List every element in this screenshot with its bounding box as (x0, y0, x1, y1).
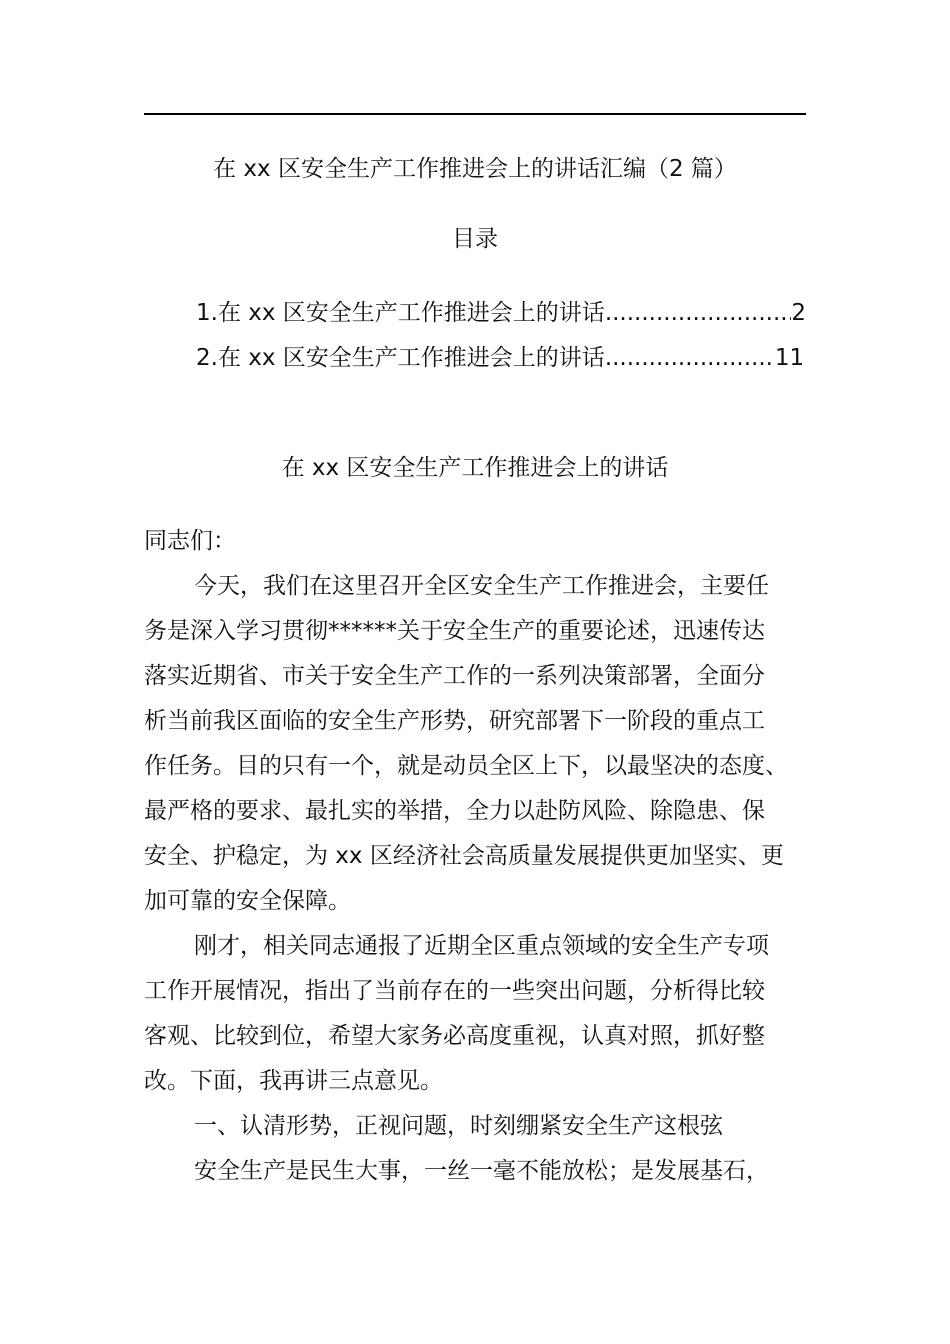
paragraph-line: 客观、比较到位，希望大家务必高度重视，认真对照，抓好整 (144, 1023, 765, 1049)
paragraph-line: 落实近期省、市关于安全生产工作的一系列决策部署，全面分 (144, 663, 765, 689)
section-heading: 一、认清形势，正视问题，时刻绷紧安全生产这根弦 (194, 1113, 723, 1139)
toc-leader-dots (605, 343, 775, 373)
toc-heading: 目录 (452, 226, 498, 252)
paragraph-line: 析当前我区面临的安全生产形势，研究部署下一阶段的重点工 (144, 708, 765, 734)
toc-item-page: 11 (774, 345, 805, 371)
speech-title: 在 xx 区安全生产工作推进会上的讲话 (281, 455, 669, 481)
toc-item[interactable] (196, 343, 806, 373)
toc-item-number: 2. (196, 345, 218, 371)
paragraph-line: 今天，我们在这里召开全区安全生产工作推进会，主要任 (194, 573, 769, 599)
paragraph-line: 工作开展情况，指出了当前存在的一些突出问题，分析得比较 (144, 978, 765, 1004)
paragraph-line: 加可靠的安全保障。 (144, 888, 351, 914)
document-title: 在 xx 区安全生产工作推进会上的讲话汇编（2 篇） (213, 156, 737, 182)
toc-item-number: 1. (196, 300, 218, 326)
toc-item-text: 在 xx 区安全生产工作推进会上的讲话 (217, 345, 605, 371)
paragraph-line: 安全生产是民生大事，一丝一毫不能放松；是发展基石， (194, 1158, 769, 1184)
paragraph-line: 改。下面，我再讲三点意见。 (144, 1068, 443, 1094)
paragraph-line: 作任务。目的只有一个，就是动员全区上下，以最坚决的态度、 (144, 753, 788, 779)
paragraph-line: 刚才，相关同志通报了近期全区重点领域的安全生产专项 (194, 933, 769, 959)
toc-item-text: 在 xx 区安全生产工作推进会上的讲话 (217, 300, 605, 326)
toc-item[interactable] (196, 298, 806, 328)
paragraph-line: 务是深入学习贯彻******关于安全生产的重要论述，迅速传达 (144, 618, 765, 644)
paragraph-line: 最严格的要求、最扎实的举措，全力以赴防风险、除隐患、保 (144, 798, 765, 824)
toc-item-page: 2 (791, 300, 806, 326)
salutation: 同志们： (144, 528, 236, 554)
toc-leader-dots (605, 298, 792, 328)
paragraph-line: 安全、护稳定，为 xx 区经济社会高质量发展提供更加坚实、更 (144, 843, 784, 869)
top-rule (144, 113, 806, 115)
